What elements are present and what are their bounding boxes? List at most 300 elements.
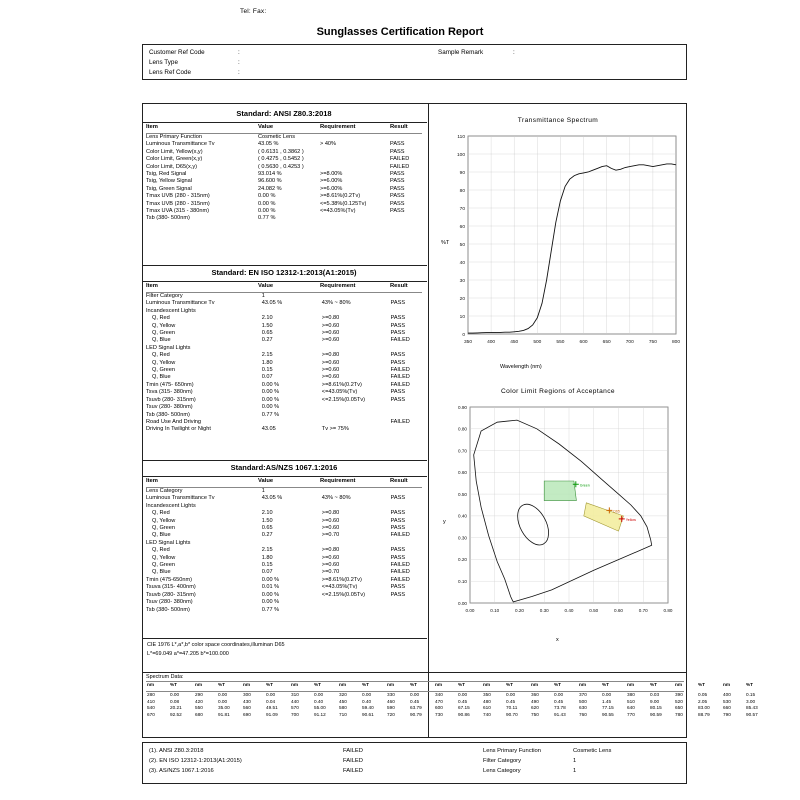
cell-item: Q, Green: [152, 525, 176, 532]
cell-result: FAILED: [390, 532, 410, 539]
cell-result: PASS: [390, 185, 405, 192]
spectrum-value: 90.70: [506, 711, 518, 717]
cell-item: Q, Red: [152, 352, 170, 359]
spectrum-value: 92.52: [170, 711, 182, 717]
cell-result: PASS: [390, 193, 405, 200]
svg-text:Yellow: Yellow: [625, 517, 637, 522]
spectrum-col-t: %T: [458, 682, 466, 687]
spectrum-nm: 300: [243, 692, 251, 697]
cell-requirement: <=5.38%(0.125Tv): [320, 200, 367, 207]
svg-text:550: 550: [556, 340, 565, 345]
cell-result: [391, 599, 422, 606]
spectrum-nm: 400: [723, 692, 731, 697]
cell-item: Tmin (475- 650nm): [146, 381, 194, 388]
spectrum-value: 0.00: [218, 692, 228, 697]
spectrum-value: 0.40: [362, 698, 372, 704]
spectrum-col-nm: nm: [627, 682, 635, 687]
customer-info-box: [142, 44, 687, 80]
table-row: [146, 547, 422, 554]
cell-value: 0.77 %: [261, 411, 280, 418]
spectrum-col-nm: nm: [147, 682, 155, 687]
cell-requirement: [322, 503, 391, 510]
spectrum-col-t: %T: [554, 682, 562, 687]
chart1-ylabel: %T: [441, 240, 450, 246]
cell-value: [262, 540, 322, 547]
cell-requirement: >=8.61%(0.2Tv): [321, 381, 362, 388]
spectrum-nm: 540: [147, 705, 155, 711]
table-row: [146, 308, 422, 315]
cell-result: PASS: [390, 352, 406, 359]
cell-value: [262, 503, 322, 510]
spectrum-value: 1.45: [602, 698, 612, 704]
spectrum-nm: 440: [291, 698, 299, 704]
cell-item: Color Limit, D65(x,y): [146, 163, 197, 170]
spectrum-nm: 580: [339, 705, 347, 711]
table-row: [146, 382, 422, 389]
table-row: [146, 503, 422, 510]
spectrum-value: 55.00: [314, 705, 326, 711]
cell-requirement: [322, 345, 391, 352]
table-row: [146, 569, 422, 576]
spectrum-value: 0.00: [554, 692, 564, 697]
cell-requirement: >=0.70: [321, 532, 340, 539]
spectrum-nm: 530: [723, 698, 731, 704]
spectrum-value: 0.00: [506, 692, 516, 697]
spectrum-nm: 340: [435, 692, 443, 697]
spectrum-col-t: %T: [602, 682, 610, 687]
cell-requirement: >=0.60: [321, 554, 340, 561]
spectrum-header: [147, 682, 771, 689]
cell-value: 43.05 %: [261, 495, 283, 502]
cell-value: 2.15: [261, 547, 273, 554]
spectrum-nm: 320: [339, 692, 347, 697]
table-row: [146, 518, 422, 525]
cell-requirement: [322, 293, 391, 300]
spectrum-col-nm: nm: [195, 682, 203, 687]
cell-result: PASS: [390, 389, 406, 396]
cell-value: 0.00 %: [261, 576, 280, 583]
section-title-eniso: Standard: EN ISO 12312-1:2013(A1:2015): [211, 268, 357, 277]
spectrum-value: 0.45: [458, 698, 468, 704]
table-row: [146, 134, 422, 141]
spectrum-value: 35.00: [218, 705, 230, 711]
cell-item: Q, Yellow: [152, 322, 176, 329]
cell-value: 0.27: [261, 337, 273, 344]
cell-value: 43.05 %: [261, 300, 283, 307]
spectrum-value: 90.61: [362, 711, 374, 717]
spectrum-header-row: [147, 682, 771, 689]
table-row: [146, 178, 422, 185]
table-row: [146, 488, 422, 495]
cell-value: 0.00 %: [261, 381, 280, 388]
chart-title-transmittance: Transmittance Spectrum: [517, 117, 599, 124]
cell-requirement: >=6.00%: [320, 185, 343, 192]
cell-item: Tsuvb (280- 315nm): [146, 396, 196, 403]
page-title: Sunglasses Certification Report: [316, 26, 484, 38]
svg-text:0: 0: [462, 332, 465, 338]
spectrum-nm: 470: [435, 698, 443, 704]
cell-requirement: <=43.05%(Tv): [321, 389, 358, 396]
cell-result: PASS: [390, 315, 406, 322]
cell-requirement: [322, 540, 391, 547]
cell-requirement: >=0.80: [321, 510, 340, 517]
spectrum-data-table: [147, 692, 771, 718]
spectrum-col-nm: nm: [579, 682, 587, 687]
svg-text:0.30: 0.30: [458, 535, 467, 541]
cell-item: LED Signal Lights: [146, 539, 191, 546]
cell-result: PASS: [390, 148, 405, 155]
cell-requirement: <=2.15%(0.05Tv): [321, 396, 366, 403]
table-row: [146, 208, 422, 215]
cie-note-line1: CIE 1976 L*,a*,b* color space coordinates,illuminan D65: [147, 642, 285, 648]
table-asnzs-body: [146, 488, 422, 614]
cell-requirement: [322, 308, 391, 315]
spectrum-value: 59.40: [362, 705, 374, 711]
cell-requirement: <=43.05%(Tv): [321, 584, 358, 591]
table-row: [146, 577, 422, 584]
cell-item: Tmax UVB (280 - 315nm): [146, 193, 210, 200]
spectrum-value: 0.04: [266, 698, 276, 704]
footer-result-3-value: FAILED: [343, 768, 363, 774]
cell-item: Q, Blue: [152, 532, 171, 539]
spectrum-value: 0.45: [506, 698, 516, 704]
cell-result: PASS: [390, 208, 405, 215]
cell-result: FAILED: [390, 562, 410, 569]
table-row: [146, 323, 422, 330]
spectrum-col-t: %T: [746, 682, 754, 687]
cell-result: PASS: [390, 584, 406, 591]
svg-text:80: 80: [459, 188, 465, 194]
col-value: Value: [258, 283, 274, 289]
cell-result: FAILED: [390, 163, 410, 170]
cell-result: FAILED: [390, 569, 410, 576]
cell-item: Incandescent Lights: [146, 307, 196, 314]
cell-result: PASS: [390, 525, 406, 532]
cell-item: Q, Yellow: [152, 554, 176, 561]
spectrum-col-t: %T: [170, 682, 178, 687]
cell-requirement: [320, 149, 390, 156]
cell-value: 24.082 %: [258, 185, 282, 192]
svg-text:0.90: 0.90: [458, 404, 467, 410]
spectrum-value: 77.15: [602, 705, 614, 711]
spectrum-nm: 290: [195, 692, 203, 697]
rule: [143, 638, 427, 639]
cell-item: Tsva (315- 380nm): [146, 389, 193, 396]
cell-result: PASS: [390, 200, 405, 207]
cell-item: Tsuv (280- 380nm): [146, 404, 193, 411]
cell-item: Road Use And Driving: [146, 418, 202, 425]
cell-value: 1.50: [261, 322, 273, 329]
col-result: Result: [390, 124, 408, 130]
cie-note-line2: L*=69.049 a*=47.205 b*=100.000: [147, 651, 229, 657]
spectrum-value: 0.00: [266, 692, 276, 697]
cell-result: [391, 540, 422, 547]
cell-requirement: [320, 134, 390, 141]
table-row: [146, 510, 422, 517]
cell-item: Tsb (380- 500nm): [146, 606, 190, 613]
svg-text:30: 30: [459, 278, 465, 284]
spectrum-value: 0.00: [602, 692, 612, 697]
table-ansi: [146, 124, 422, 131]
spectrum-nm: 610: [483, 705, 491, 711]
cell-result: [391, 293, 422, 300]
spectrum-nm: 420: [195, 698, 203, 704]
spectrum-nm: 330: [387, 692, 395, 697]
spectrum-col-nm: nm: [243, 682, 251, 687]
cell-item: Tsuv (280- 380nm): [146, 599, 193, 606]
cell-item: Luminous Transmittance Tv: [146, 141, 215, 148]
cell-item: Tsig, Yellow Signal: [146, 178, 193, 185]
spectrum-nm: 740: [483, 711, 491, 717]
spectrum-nm: 370: [579, 692, 587, 697]
cell-value: 0.00 %: [261, 599, 280, 606]
color-limit-chart: [438, 399, 683, 631]
table-row: [146, 374, 422, 381]
table-row: [146, 300, 422, 307]
cell-value: [262, 308, 322, 315]
spectrum-value: 0.00: [458, 692, 468, 697]
cell-item: Q, Blue: [152, 374, 171, 381]
svg-text:60: 60: [459, 224, 465, 230]
table-row: [146, 337, 422, 344]
cell-requirement: >=0.60: [321, 330, 340, 337]
cell-value: 0.65: [261, 525, 273, 532]
spectrum-nm: 750: [531, 711, 539, 717]
spectrum-col-t: %T: [506, 682, 514, 687]
table-eniso-body: [146, 293, 422, 434]
svg-text:650: 650: [602, 340, 611, 345]
svg-text:600: 600: [579, 340, 588, 345]
svg-text:0.70: 0.70: [638, 608, 648, 613]
spectrum-col-nm: nm: [387, 682, 395, 687]
cell-result: FAILED: [390, 374, 410, 381]
spectrum-nm: 730: [435, 711, 443, 717]
spectrum-value: 0.45: [410, 698, 420, 704]
table-asnzs: [146, 478, 422, 485]
cell-requirement: 43% ~ 80%: [321, 300, 351, 307]
cell-result: [391, 607, 422, 614]
customer-ref-code-colon: :: [238, 49, 240, 56]
sample-remark-colon: :: [513, 49, 515, 56]
cell-requirement: 43% ~ 80%: [321, 495, 351, 502]
spectrum-value: 0.08: [170, 698, 180, 704]
section-title-ansi: Standard: ANSI Z80.3:2018: [236, 109, 332, 118]
spectrum-nm: 690: [243, 711, 251, 717]
spectrum-nm: 620: [531, 705, 539, 711]
svg-text:90: 90: [459, 170, 465, 176]
spectrum-nm: 770: [627, 711, 635, 717]
spectrum-value: 85.43: [746, 705, 758, 711]
footer-summary-1-value: Cosmetic Lens: [573, 748, 612, 754]
svg-text:0.20: 0.20: [515, 608, 524, 613]
cell-item: Q, Blue: [152, 337, 171, 344]
cell-item: Q, Red: [152, 547, 170, 554]
spectrum-col-t: %T: [314, 682, 322, 687]
cell-value: 0.27: [261, 532, 273, 539]
col-requirement: Requirement: [320, 124, 356, 130]
cell-value: 0.00 %: [258, 208, 276, 215]
spectrum-col-t: %T: [698, 682, 706, 687]
cell-requirement: [322, 607, 391, 614]
cell-requirement: >=0.60: [321, 359, 340, 366]
table-row: [146, 141, 422, 148]
svg-text:0.10: 0.10: [458, 579, 467, 585]
spectrum-nm: 780: [675, 711, 683, 717]
spectrum-value: 0.00: [410, 692, 420, 697]
cell-result: PASS: [390, 517, 406, 524]
cell-item: Tsig, Green Signal: [146, 185, 192, 192]
customer-ref-code-label: Customer Ref Code: [149, 49, 205, 56]
spectrum-nm: 450: [339, 698, 347, 704]
cell-item: Q, Green: [152, 367, 176, 374]
svg-text:0.40: 0.40: [458, 513, 467, 519]
cell-requirement: > 40%: [320, 141, 337, 148]
chart2-ylabel: y: [443, 519, 446, 525]
table-ansi-body: [146, 134, 422, 223]
table-row: [146, 171, 422, 178]
table-row: [146, 426, 422, 433]
spectrum-nm: 500: [579, 698, 587, 704]
cell-requirement: >=0.80: [321, 315, 340, 322]
table-row: [146, 164, 422, 171]
chart-title-colorlimit: Color Limit Regions of Acceptance: [501, 388, 615, 395]
header-tel-fax: Tel: Fax:: [240, 8, 267, 15]
cell-result: PASS: [390, 178, 405, 185]
svg-text:750: 750: [648, 340, 657, 345]
spectrum-value: 80.15: [650, 705, 662, 711]
cell-result: [391, 404, 422, 411]
cell-value: 0.00 %: [261, 404, 280, 411]
svg-text:40: 40: [459, 260, 465, 266]
svg-text:0.60: 0.60: [614, 608, 623, 613]
cell-value: 0.65: [261, 330, 273, 337]
cell-item: LED Signal Lights: [146, 344, 191, 351]
cell-result: FAILED: [390, 337, 410, 344]
col-item: Item: [146, 283, 158, 289]
cell-requirement: Tv >= 75%: [321, 426, 349, 433]
svg-text:0.50: 0.50: [589, 608, 599, 613]
spectrum-col-t: %T: [218, 682, 226, 687]
cell-item: Tsuvb (280- 315nm): [146, 591, 196, 598]
table-row: [146, 186, 422, 193]
cell-requirement: >=8.61%(0.2Tv): [320, 193, 361, 200]
transmittance-spectrum-chart: [438, 128, 683, 363]
sample-remark-label: Sample Remark: [438, 49, 484, 56]
cell-requirement: [320, 156, 390, 163]
cell-item: Lens Primary Function: [146, 134, 202, 140]
cell-value: 0.00 %: [261, 389, 280, 396]
spectrum-col-nm: nm: [483, 682, 491, 687]
spectrum-col-t: %T: [410, 682, 418, 687]
svg-text:50: 50: [459, 242, 465, 248]
spectrum-nm: 460: [387, 698, 395, 704]
footer-summary-1-label: Lens Primary Function: [483, 748, 541, 754]
table-row: [146, 201, 422, 208]
cell-requirement: >=0.60: [321, 367, 340, 374]
spectrum-nm: 280: [147, 692, 155, 697]
spectrum-value: 0.00: [218, 698, 228, 704]
spectrum-row: [147, 705, 771, 712]
spectrum-nm: 550: [195, 705, 203, 711]
svg-text:0.60: 0.60: [458, 470, 467, 476]
spectrum-nm: 310: [291, 692, 299, 697]
cell-requirement: >=8.61%(0.2Tv): [321, 576, 362, 583]
cell-requirement: >=0.60: [321, 562, 340, 569]
cell-item: Color Limit, Green(x,y): [146, 156, 203, 163]
cell-result: FAILED: [390, 367, 410, 374]
table-row: [146, 525, 422, 532]
cell-value: ( 0.6131 , 0.3862 ): [258, 148, 304, 155]
spectrum-value: 9.00: [650, 698, 660, 704]
svg-text:100: 100: [456, 152, 465, 158]
spectrum-value: 0.15: [746, 692, 756, 697]
cell-requirement: >=0.60: [321, 525, 340, 532]
spectrum-value: 90.79: [410, 711, 422, 717]
cell-item: Lens Category: [146, 488, 183, 494]
svg-text:800: 800: [671, 340, 681, 345]
spectrum-value: 88.79: [698, 711, 710, 717]
spectrum-nm: 670: [147, 711, 155, 717]
footer-summary-3-label: Lens Category: [483, 768, 521, 774]
cell-value: ( 0.5630 , 0.4253 ): [258, 163, 304, 170]
spectrum-col-t: %T: [650, 682, 658, 687]
cell-requirement: [320, 164, 390, 171]
cell-item: Tmax UVA (315 - 380nm): [146, 208, 210, 215]
cell-result: PASS: [390, 171, 405, 178]
cell-result: FAILED: [390, 576, 410, 583]
svg-text:400: 400: [487, 340, 496, 345]
spectrum-nm: 680: [195, 711, 203, 717]
table-row: [146, 193, 422, 200]
chart2-xlabel: x: [556, 637, 559, 643]
spectrum-value: 90.86: [458, 711, 470, 717]
cell-value: 1: [261, 488, 265, 494]
table-row: [146, 345, 422, 352]
lens-type-label: Lens Type: [149, 59, 178, 66]
svg-text:0.50: 0.50: [458, 491, 467, 497]
cell-result: PASS: [390, 591, 406, 598]
spectrum-value: 0.45: [554, 698, 564, 704]
spectrum-nm: 510: [627, 698, 635, 704]
footer-result-1-value: FAILED: [343, 748, 363, 754]
cell-value: 2.10: [261, 315, 273, 322]
cell-requirement: [320, 215, 390, 222]
spectrum-nm: 760: [579, 711, 587, 717]
cell-requirement: [322, 404, 391, 411]
rule: [143, 672, 687, 673]
spectrum-col-t: %T: [266, 682, 274, 687]
cell-item: Tmin (475-650nm): [146, 576, 193, 583]
table-row: [146, 352, 422, 359]
cell-value: ( 0.4275 , 0.5452 ): [258, 156, 304, 163]
svg-text:0.30: 0.30: [539, 608, 549, 613]
cell-requirement: [322, 412, 391, 419]
spectrum-col-nm: nm: [435, 682, 443, 687]
spectrum-nm: 590: [387, 705, 395, 711]
table-header-row: [146, 283, 422, 290]
cell-item: Tsig, Red Signal: [146, 171, 187, 178]
cell-item: Q, Green: [152, 562, 176, 569]
cell-result: PASS: [390, 330, 406, 337]
table-row: [146, 404, 422, 411]
cell-result: [390, 134, 422, 141]
cell-item: Luminous Transmittance Tv: [146, 300, 215, 307]
footer-summary-3-value: 1: [573, 768, 577, 774]
cell-item: Q, Green: [152, 330, 176, 337]
cell-requirement: >=0.60: [321, 517, 340, 524]
table-row: [146, 360, 422, 367]
cell-value: 0.01 %: [261, 584, 280, 591]
